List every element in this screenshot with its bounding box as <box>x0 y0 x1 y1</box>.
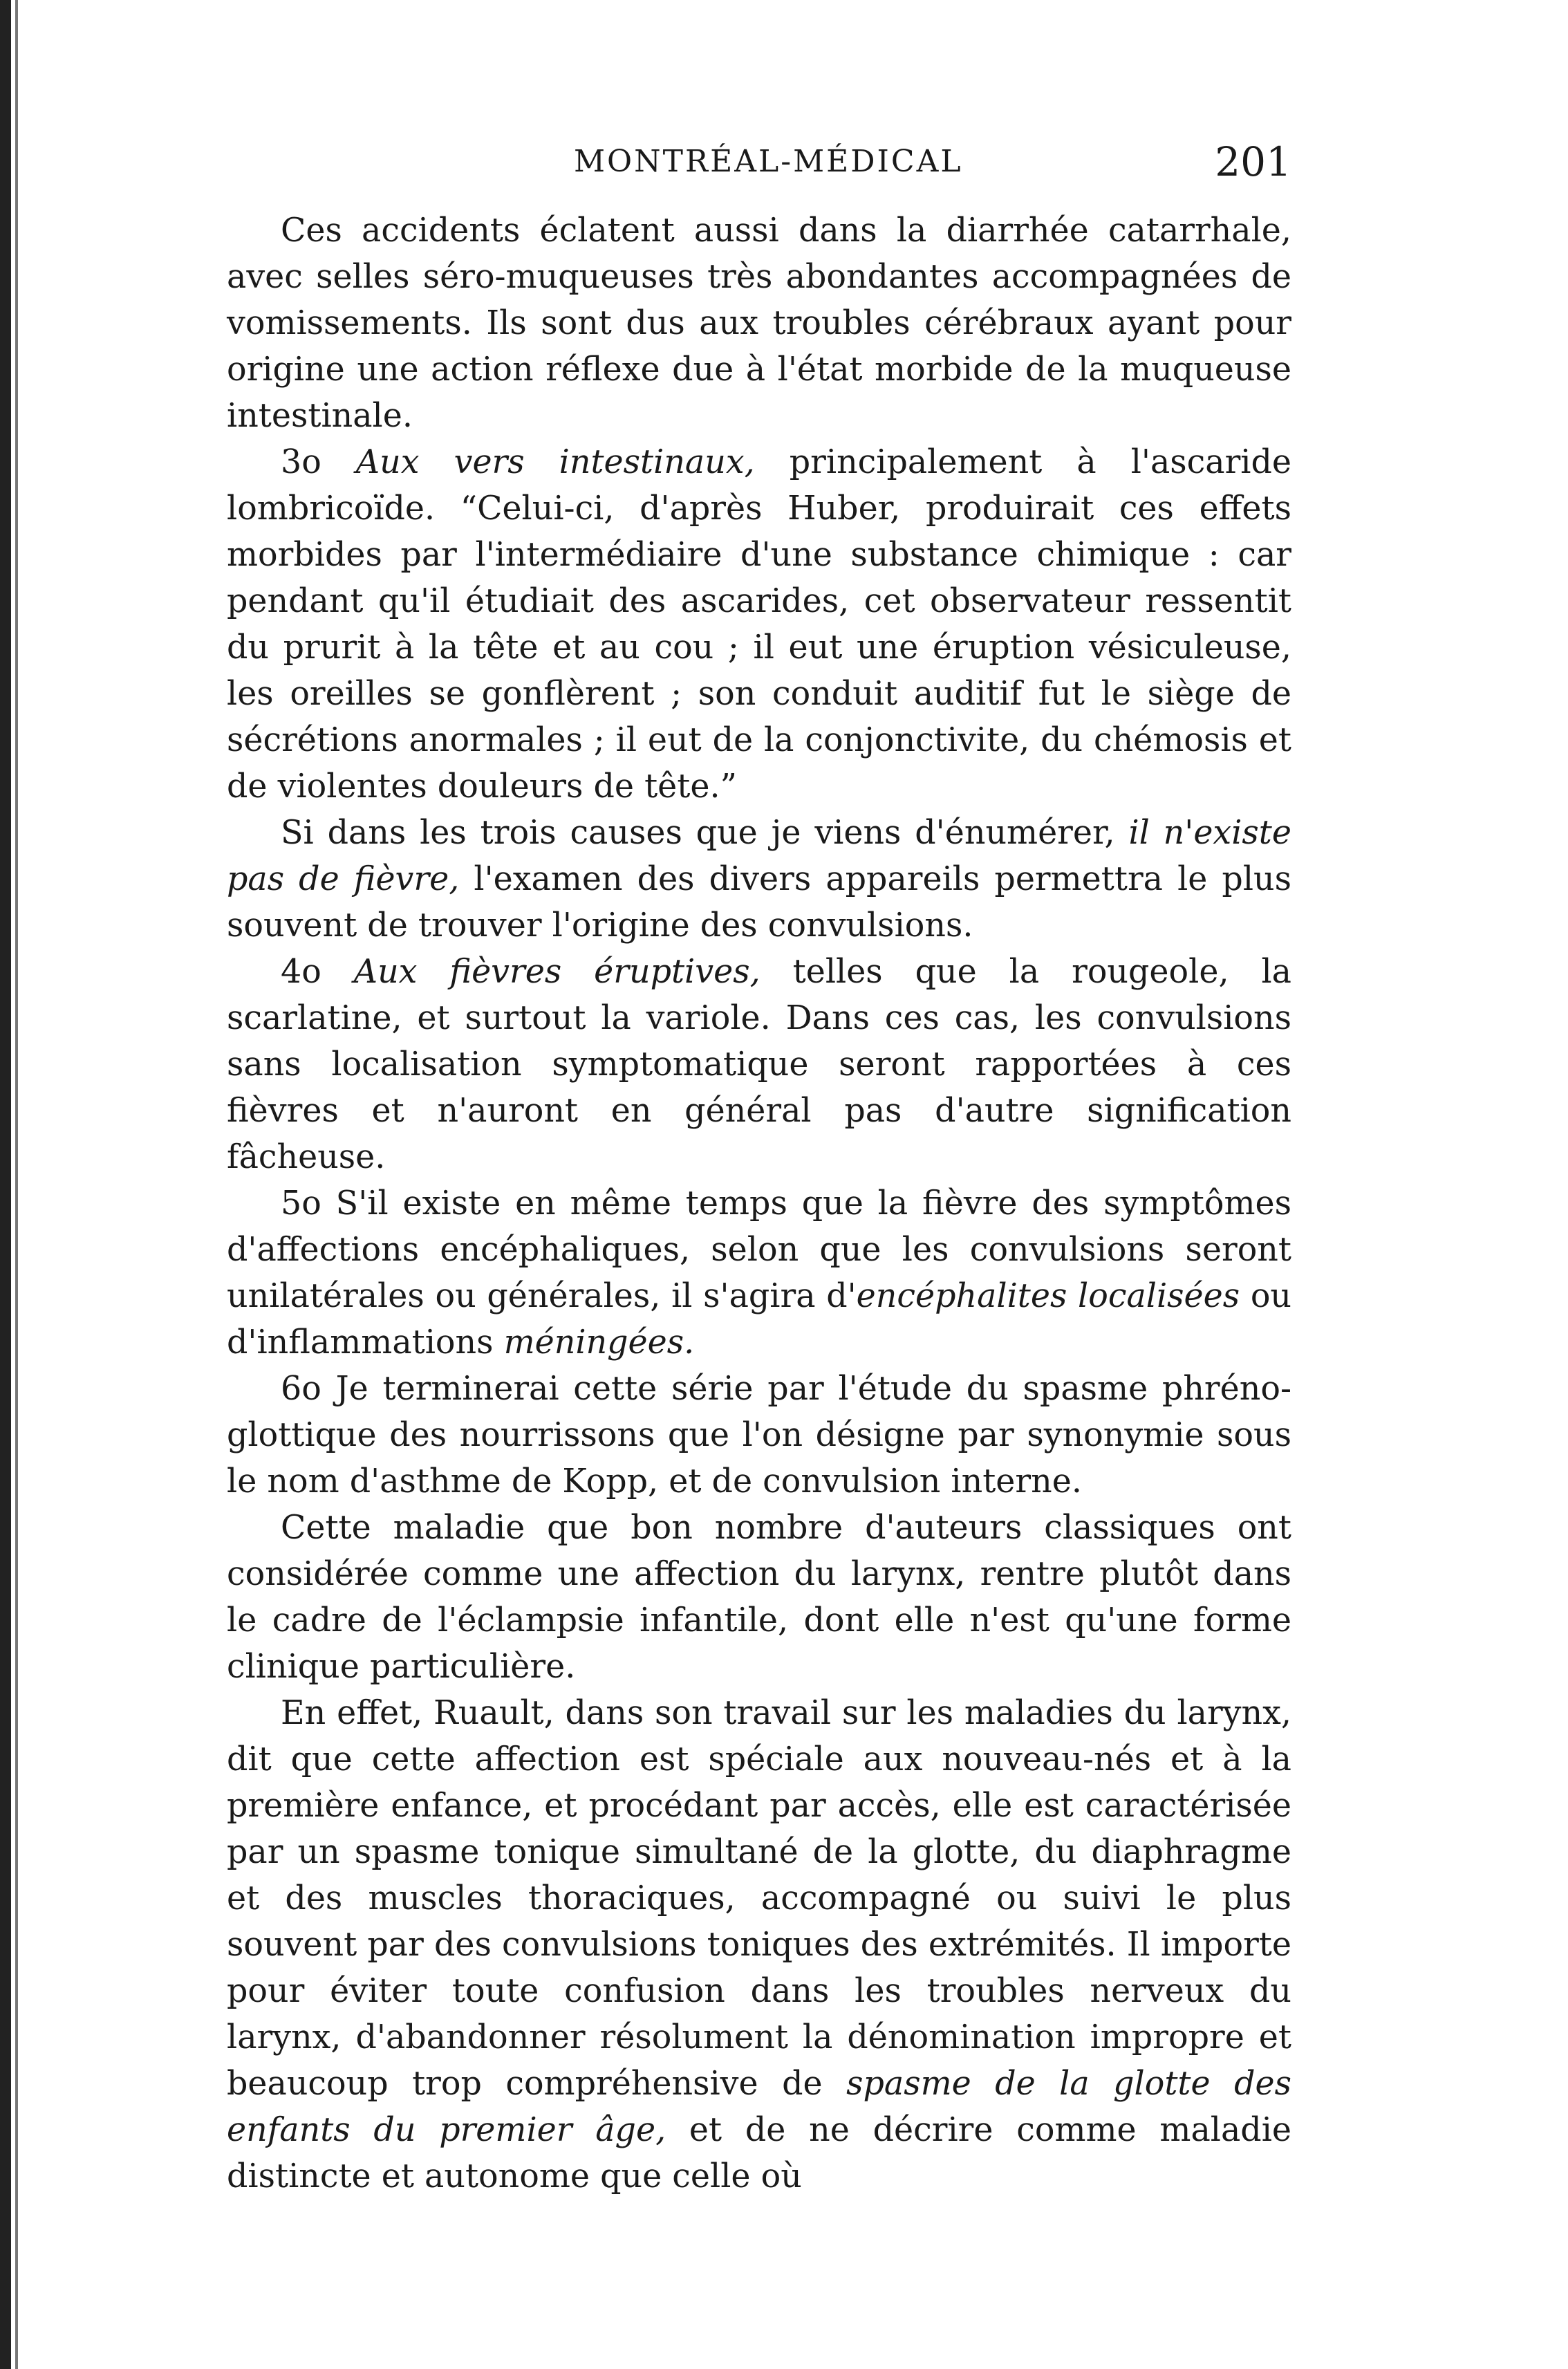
binding-edge <box>0 0 11 2369</box>
italic-text-run: encéphalites localisées <box>856 1277 1240 1315</box>
text-run: Cette maladie que bon nombre d'auteurs classiques ont considérée comme une affection du larynx, rentre plutôt dans le cadre de l'éclampsie infantile, dont elle n'est qu'une forme clinique particulière. <box>227 1509 1291 1686</box>
text-run: principalement à l'ascaride lombricoïde. “Celui-ci, d'après Huber, produirait ces effets morbides par l'intermédiaire d'une substance chimique : car pendant qu'il étudiait des ascarides, cet observateur ressentit du prurit à la tête et au cou ; il eut une éruption vésiculeuse, les oreilles se gonflèrent ; son conduit auditif fut le siège de sécrétions anormales ; il eut de la conjonctivite, du chémosis et de violentes douleurs de tête.” <box>227 443 1292 806</box>
text-run: l'examen des divers appareils permettra le plus souvent de trouver l'origine des convulsions. <box>227 860 1292 945</box>
paragraph <box>227 1366 1291 1505</box>
binding-edge-shadow <box>15 0 18 2369</box>
italic-text-run: méningées. <box>503 1323 695 1362</box>
text-run: 6o Je terminerai cette série par l'étude du spasme phréno-glottique des nourrissons que l'on désigne par synonymie sous le nom d'asthme de Kopp, et de convulsion interne. <box>227 1370 1291 1501</box>
text-run: 3o <box>281 443 356 481</box>
paragraph <box>227 810 1291 949</box>
page-number: 201 <box>1215 138 1291 185</box>
text-run: et de ne décrire comme maladie distincte et autonome que celle où <box>227 2111 1291 2195</box>
page-header <box>228 138 1291 187</box>
text-run: ou d'inflammations <box>227 1277 1292 1362</box>
paragraph <box>227 1505 1291 1690</box>
text-run: 5o S'il existe en même temps que la fièvre des symptômes d'affections encéphaliques, selon que les convulsions seront unilatérales ou générales, il s'agira d' <box>227 1184 1291 1315</box>
italic-text-run: il n'existe pas de fièvre, <box>227 814 1291 898</box>
paragraph <box>227 439 1291 810</box>
text-run: Ces accidents éclatent aussi dans la diarrhée catarrhale, avec selles séro-muqueuses très abondantes accompagnées de vomissements. Ils sont dus aux troubles cérébraux ayant pour origine une action réflexe due à l'état morbide de la muqueuse intestinale. <box>227 212 1291 435</box>
body-text <box>227 207 1291 2200</box>
paragraph <box>227 1180 1291 1366</box>
paragraph <box>227 1690 1291 2200</box>
text-run: En effet, Ruault, dans son travail sur les maladies du larynx, dit que cette affection est spéciale aux nouveau-nés et à la première enfance, et procédant par accès, elle est caractérisée par un spasme tonique simultané de la glotte, du diaphragme et des muscles thoraciques, accompagné ou suivi le plus souvent par des convulsions toniques des extrémités. Il importe pour éviter toute confusion dans les troubles nerveux du larynx, d'abandonner résolument la dénomination impropre et beaucoup trop compréhensive de <box>227 1694 1291 2103</box>
text-run: 4o <box>281 953 354 991</box>
italic-text-run: Aux fièvres éruptives, <box>353 953 760 991</box>
paragraph <box>227 949 1291 1180</box>
text-run: Si dans les trois causes que je viens d'énumérer, <box>281 814 1129 852</box>
paragraph <box>227 207 1291 439</box>
text-run: telles que la rougeole, la scarlatine, et surtout la variole. Dans ces cas, les convulsions sans localisation symptomatique seront rapportées à ces fièvres et n'auront en général pas d'autre signification fâcheuse. <box>227 953 1291 1176</box>
running-head: MONTRÉAL-MÉDICAL <box>574 144 963 179</box>
italic-text-run: spasme de la glotte des enfants du premier âge, <box>227 2065 1291 2149</box>
italic-text-run: Aux vers intestinaux, <box>355 443 755 481</box>
